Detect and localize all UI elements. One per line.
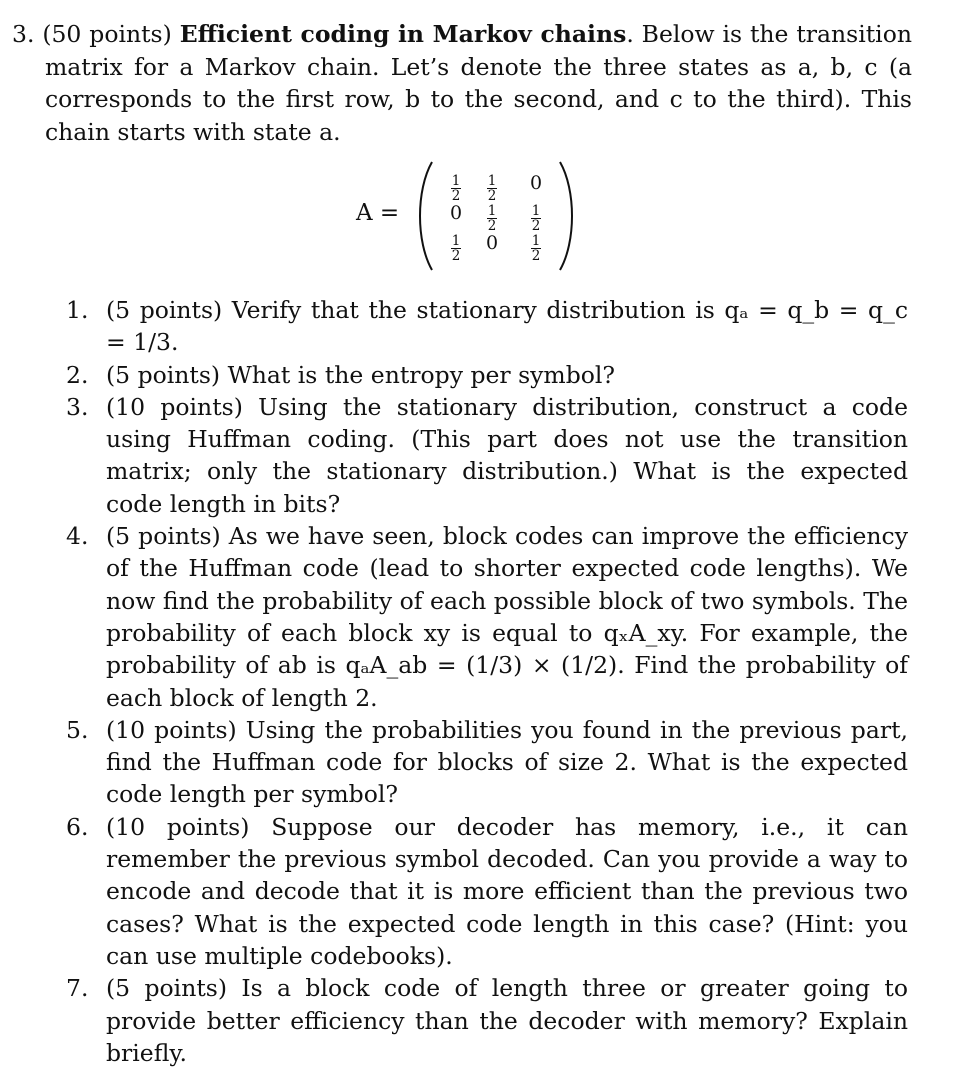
matrix-cell: 0 xyxy=(529,172,543,194)
sub-question xyxy=(66,391,908,520)
sub-questions xyxy=(66,294,908,1069)
matrix-lhs: A = xyxy=(356,200,400,226)
problem-statement xyxy=(12,18,912,148)
sub-question xyxy=(66,520,908,714)
sub-question xyxy=(66,359,908,391)
sub-question-text: (5 points) Is a block code of length three or greater going to provide better efficiency than the decoder with memory? Explain briefly. xyxy=(106,974,908,1067)
matrix-cell: $\frac{1}{2}$ xyxy=(451,233,461,264)
sub-question-number: 3. xyxy=(66,392,89,421)
matrix-cell: $\frac{1}{2}$ xyxy=(487,173,497,204)
sub-question-text: (10 points) Suppose our decoder has memory, i.e., it can remember the previous symbol decoded. Can you provide a way to encode and decode that it is more efficient than the previous two cases? What is the expected code length in this case? (Hint: you can use multiple codebooks). xyxy=(106,812,908,970)
sub-question xyxy=(66,294,908,359)
sub-question-text: (10 points) Using the probabilities you found in the previous part, find the Huffman code for blocks of size 2. What is the expected code length per symbol? xyxy=(106,715,908,809)
sub-question-number: 5. xyxy=(66,715,89,744)
problem-points: (50 points) xyxy=(42,20,172,48)
sub-question xyxy=(66,811,908,972)
sub-question-number: 4. xyxy=(66,522,89,551)
sub-question-number: 2. xyxy=(66,360,89,389)
sub-question-text: (5 points) Verify that the stationary distribution is qₐ = q_b = q_c = 1/3. xyxy=(106,296,908,357)
sub-question-number: 6. xyxy=(66,812,89,841)
matrix-cell: $\frac{1}{2}$ xyxy=(531,233,541,264)
sub-question-text: (5 points) As we have seen, block codes can improve the efficiency of the Huffman code (lead to shorter expected code lengths). We now find the probability of each possible block of two symbols. The probability of each block xy is equal to qₓA_xy. For example, the probability of ab is qₐA_ab = (1/3) × (1/2). Find the probability of each block of length 2. xyxy=(106,522,908,712)
sub-question-text: (10 points) Using the stationary distribution, construct a code using Huffman coding. (This part does not use the transition matrix; only the stationary distribution.) What is the expected code length in bits? xyxy=(106,392,908,518)
right-parenthesis xyxy=(556,160,578,272)
left-parenthesis xyxy=(414,160,436,272)
sub-question-number: 7. xyxy=(66,974,89,1003)
matrix-cell: $\frac{1}{2}$ xyxy=(531,203,541,234)
matrix-cell: $\frac{1}{2}$ xyxy=(487,203,497,234)
matrix-cell: 0 xyxy=(449,202,463,224)
sub-question xyxy=(66,714,908,811)
sub-question-number: 1. xyxy=(66,296,89,324)
problem-intro: . Below is the transition matrix for a Markov chain. Let’s denote the three states as a, b, c (a corresponds to the first row, b to the second, and c to the third). This chain starts with state a. xyxy=(45,20,912,146)
sub-question xyxy=(66,972,908,1069)
matrix-cell: 0 xyxy=(485,232,499,254)
problem-title: Efficient coding in Markov chains xyxy=(179,20,627,48)
transition-matrix xyxy=(356,160,596,272)
problem-number: 3. xyxy=(12,20,35,48)
matrix-cell: $\frac{1}{2}$ xyxy=(451,173,461,204)
sub-question-text: (5 points) What is the entropy per symbol? xyxy=(106,360,616,389)
